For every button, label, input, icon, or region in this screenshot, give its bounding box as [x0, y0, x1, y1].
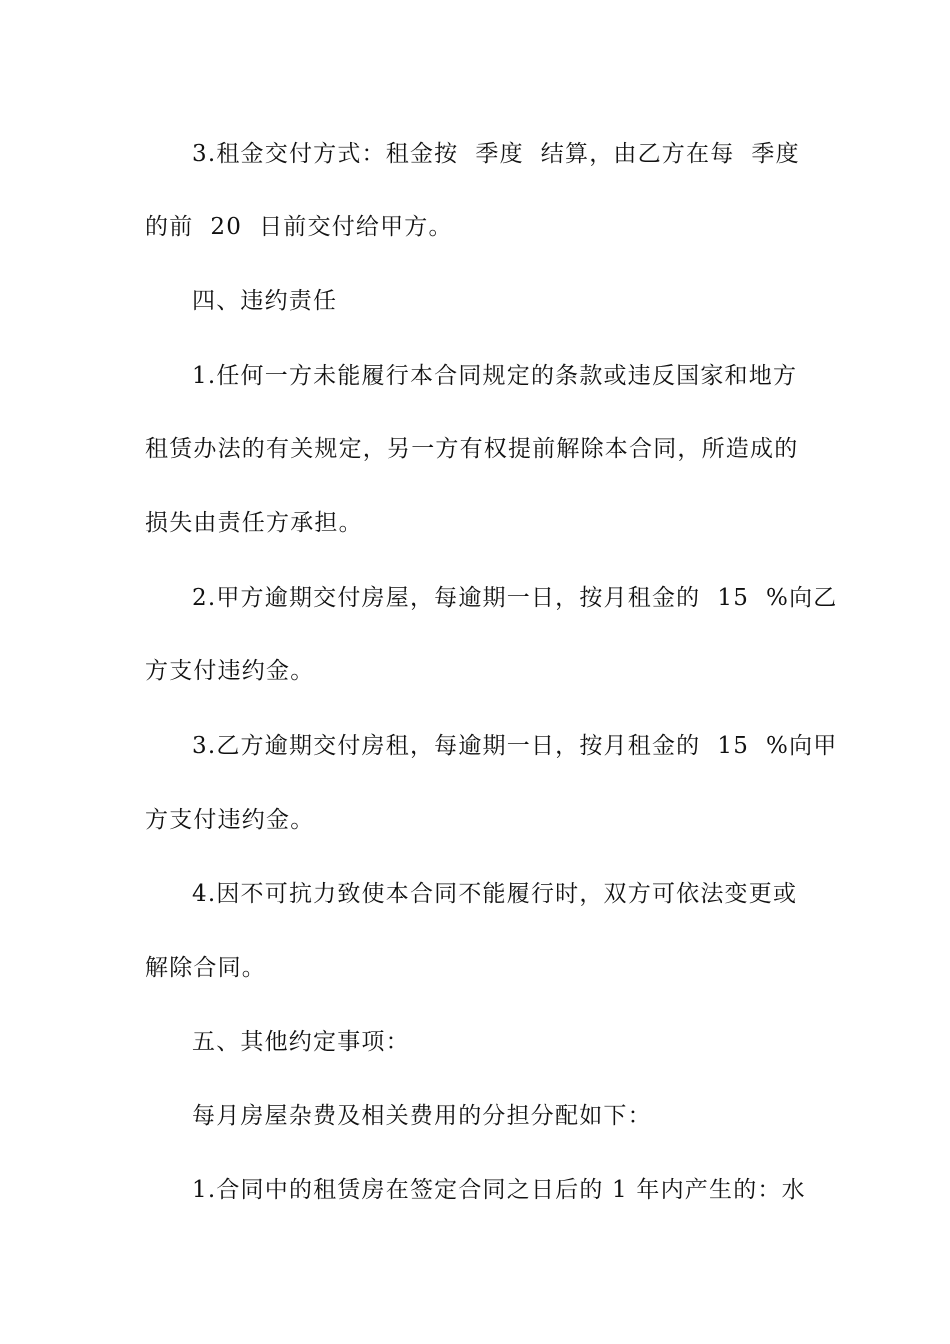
paragraph-line: 的前 20 日前交付给甲方。 — [145, 214, 453, 240]
paragraph-line: 1.任何一方未能履行本合同规定的条款或违反国家和地方 — [192, 363, 798, 389]
paragraph-line: 租赁办法的有关规定，另一方有权提前解除本合同，所造成的 — [145, 436, 799, 462]
paragraph-line: 方支付违约金。 — [145, 658, 315, 684]
paragraph-line: 解除合同。 — [145, 955, 266, 981]
paragraph-line: 3.乙方逾期交付房租，每逾期一日，按月租金的 15 %向甲 — [192, 733, 838, 759]
paragraph-line: 每月房屋杂费及相关费用的分担分配如下： — [192, 1103, 652, 1129]
paragraph-line: 3.租金交付方式：租金按 季度 结算，由乙方在每 季度 — [192, 141, 800, 167]
paragraph-line: 4.因不可抗力致使本合同不能履行时，双方可依法变更或 — [192, 881, 798, 907]
section-heading: 五、其他约定事项： — [192, 1029, 410, 1055]
paragraph-line: 2.甲方逾期交付房屋，每逾期一日，按月租金的 15 %向乙 — [192, 585, 838, 611]
section-heading: 四、违约责任 — [192, 288, 338, 314]
paragraph-line: 1.合同中的租赁房在签定合同之日后的 1 年内产生的：水 — [192, 1177, 806, 1203]
paragraph-line: 损失由责任方承担。 — [145, 510, 363, 536]
paragraph-line: 方支付违约金。 — [145, 807, 315, 833]
